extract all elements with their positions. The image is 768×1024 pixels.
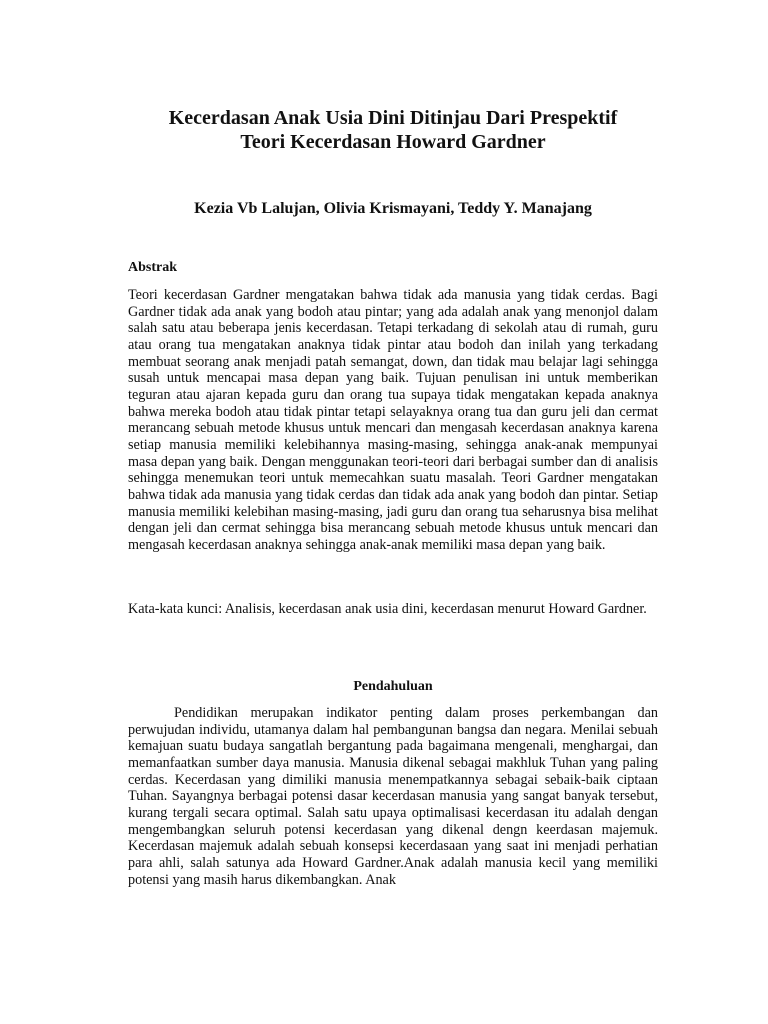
abstract-heading: Abstrak (128, 260, 178, 275)
paper-page (128, 0, 658, 1024)
title-line-2: Teori Kecerdasan Howard Gardner (240, 131, 546, 153)
keywords-text: Kata-kata kunci: Analisis, kecerdasan anak usia dini, kecerdasan menurut Howard Gardner. (128, 601, 647, 617)
paper-title (128, 106, 658, 154)
author-list: Kezia Vb Lalujan, Olivia Krismayani, Teddy Y. Manajang (194, 200, 592, 217)
title-line-1: Kecerdasan Anak Usia Dini Ditinjau Dari Prespektif (168, 107, 618, 129)
section-heading-introduction: Pendahuluan (353, 679, 433, 694)
abstract-text: Teori kecerdasan Gardner mengatakan bahwa tidak ada manusia yang tidak cerdas. Bagi Gardner tidak ada anak yang bodoh atau pintar; yang ada adalah anak yang menonjol dalam salah satu atau beberapa jenis kecerdasan. Tetapi terkadang di sekolah atau di rumah, guru atau orang tua mengatakan anaknya tidak pintar atau bodoh dan inilah yang terkadang membuat seorang anak menjadi patah semangat, down, dan tidak mau belajar lagi sehingga susah untuk mencapai masa depan yang baik. Tujuan penulisan ini untuk memberikan teguran atau ajaran kepada guru dan orang tua supaya tidak mengatakan kepada anaknya bahwa mereka bodoh atau tidak pintar tetapi selayaknya orang tua dan guru jeli dan cermat merancang sebuah metode khusus untuk mencari dan mengasah kecerdasan anaknya karena setiap manusia memiliki kelebihannya masing-masing, sehingga anak-anak mempunyai masa depan yang baik. Dengan menggunakan teori-teori dari berbagai sumber dan di analisis sehingga menemukan teori untuk memecahkan suatu masalah. Teori Gardner mengatakan bahwa tidak ada manusia yang tidak cerdas dan tidak ada anak yang bodoh dan pintar. Setiap manusia memiliki kelebihan masing-masing, jadi guru dan orang tua seharusnya bisa melihat dengan jeli dan cermat sehingga bisa merancang sebuah metode khusus untuk mencari dan mengasah kecerdasan anaknya sehingga anak-anak memiliki masa depan yang baik. (128, 287, 658, 553)
introduction-text: Pendidikan merupakan indikator penting dalam proses perkembangan dan perwujudan individu, utamanya dalam hal pembangunan bangsa dan negara. Menilai sebuah kemajuan suatu budaya sangatlah bergantung pada bagaimana mengenali, menghargai, dan memanfaatkan sumber daya manusia. Manusia dikenal sebagai makhluk Tuhan yang paling cerdas. Kecerdasan yang dimiliki manusia menempatkannya sebagai sebaik-baik ciptaan Tuhan. Sayangnya berbagai potensi dasar kecerdasan manusia yang sangat banyak tersebut, kurang tergali secara optimal. Salah satu upaya optimalisasi kecerdasan itu adalah dengan mengembangkan seluruh potensi kecerdasan yang dikenal dengn keerdasan majemuk. Kecerdasan majemuk adalah sebuah konsepsi kecerdasaan yang saat ini menjadi perhatian para ahli, salah satunya ada Howard Gardner.Anak adalah manusia kecil yang memiliki potensi yang masih harus dikembangkan. Anak (128, 705, 658, 888)
